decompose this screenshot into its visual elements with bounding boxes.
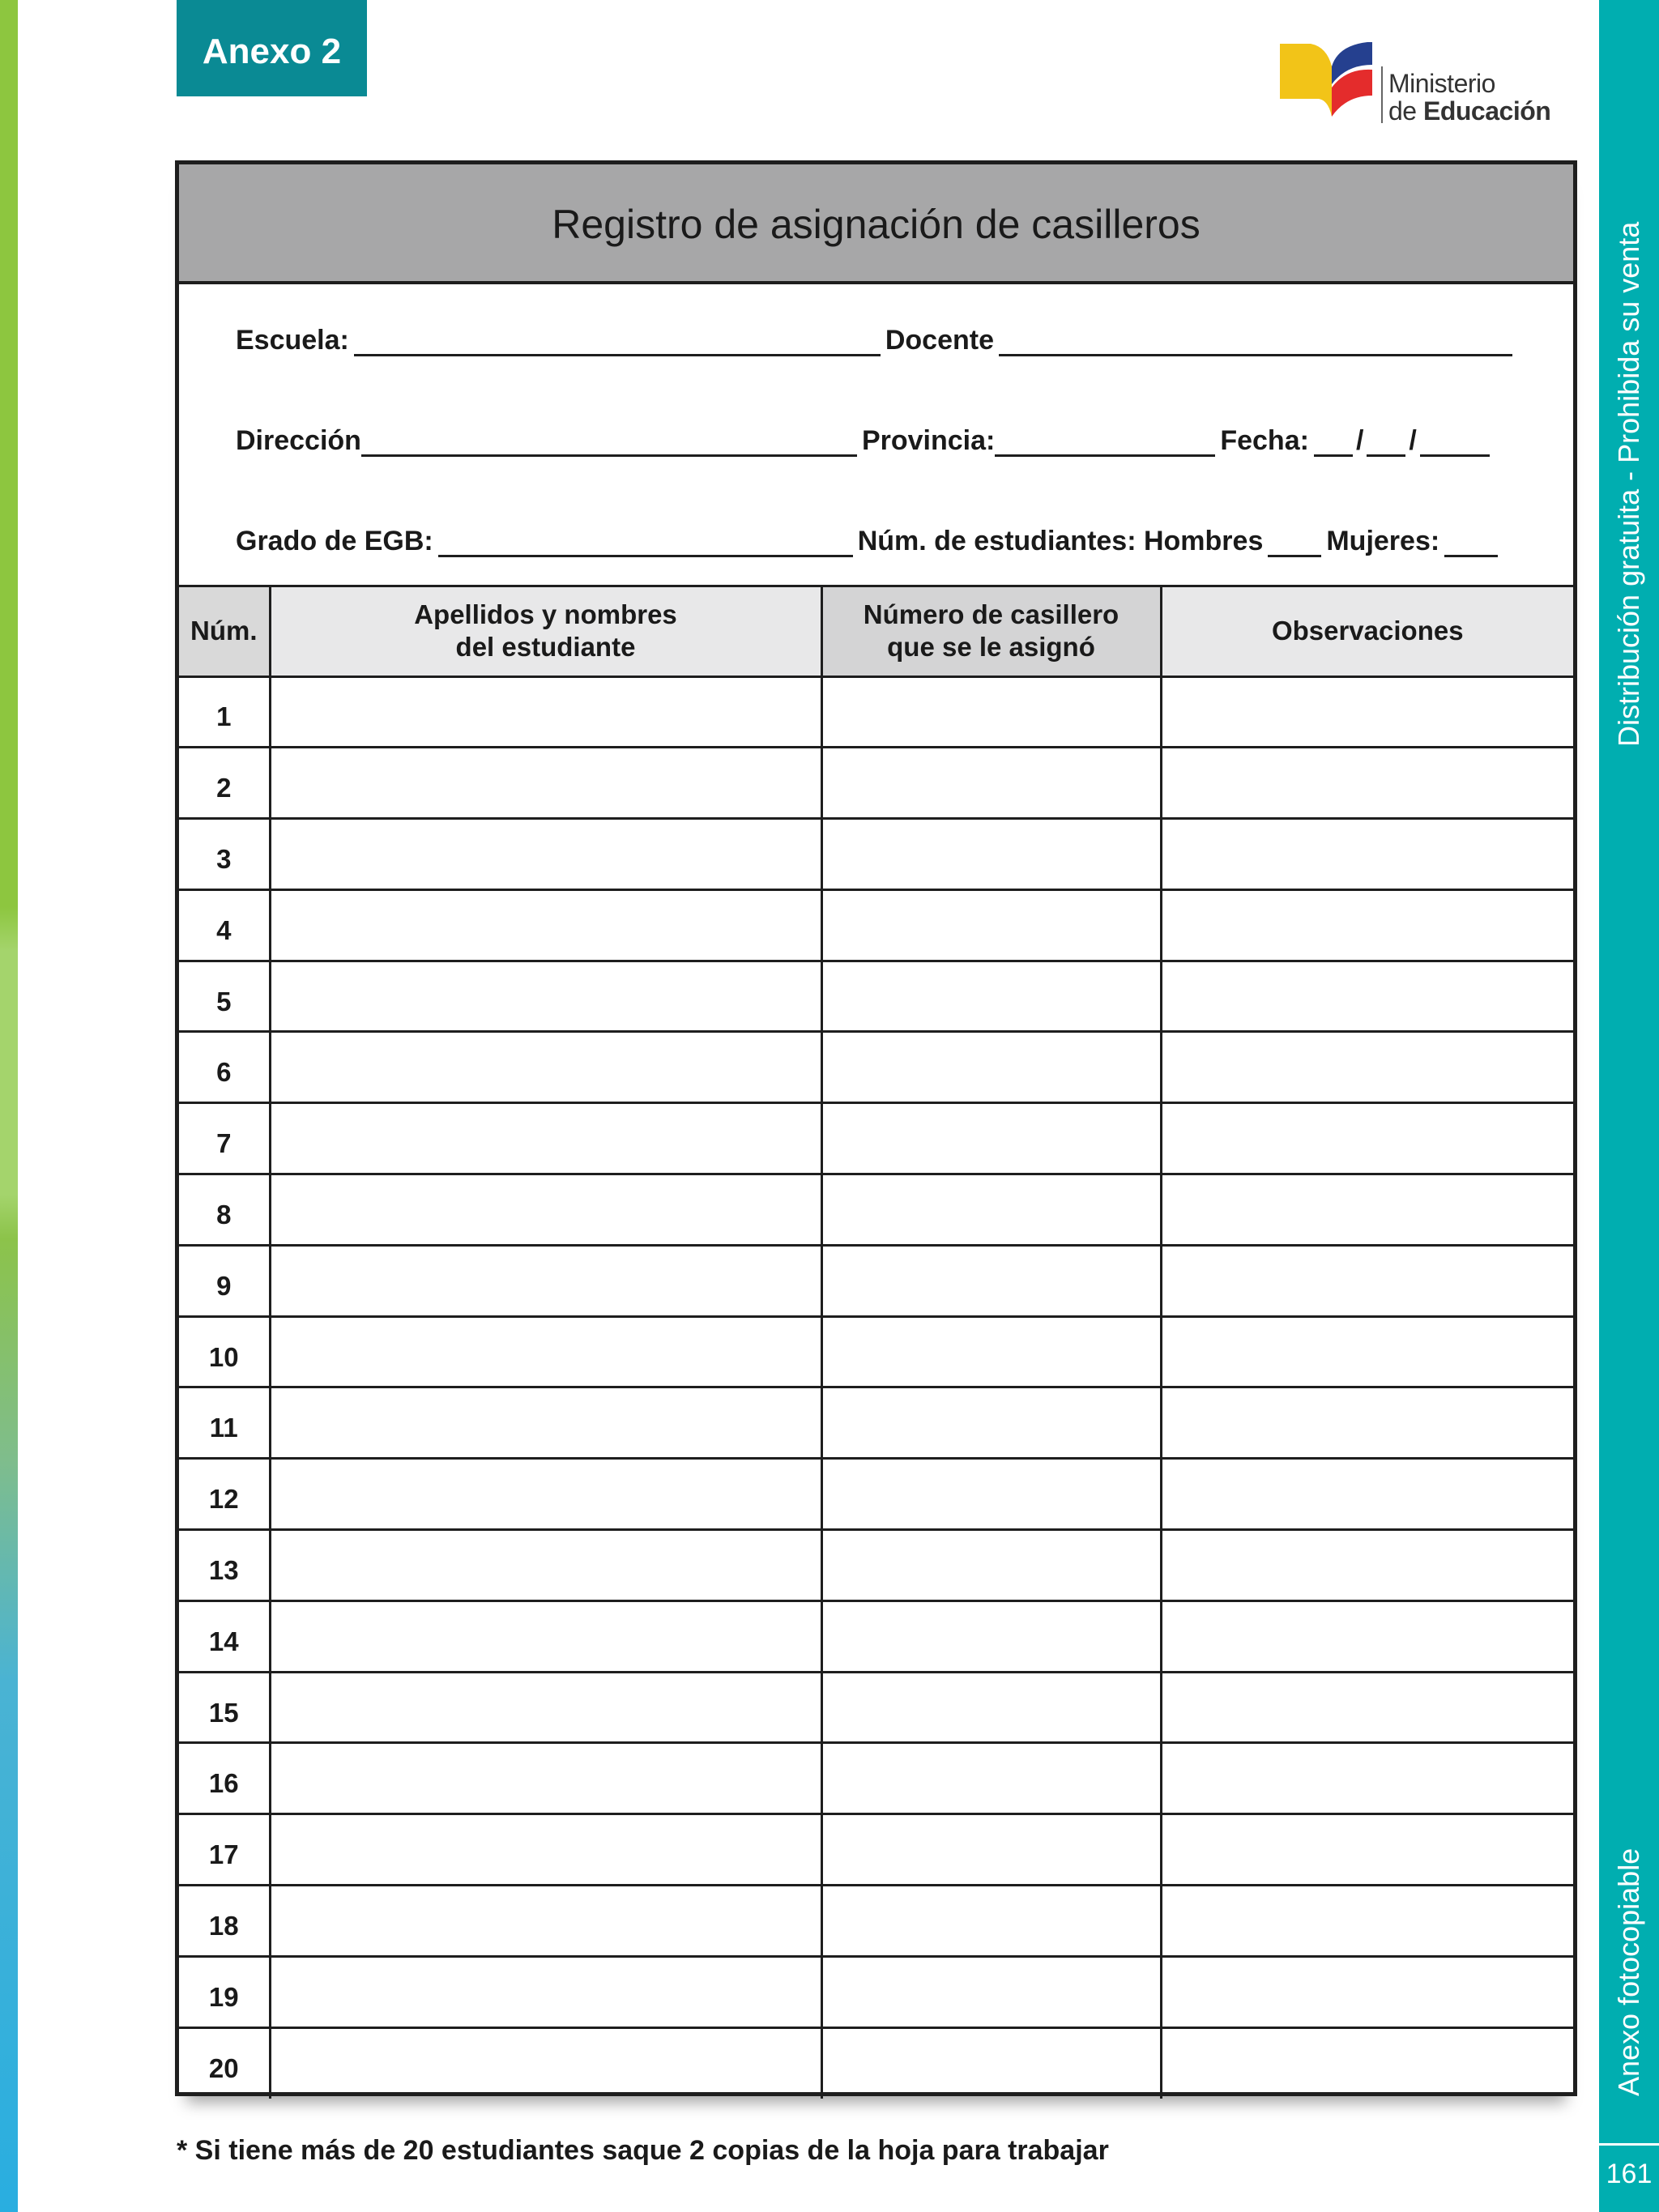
column-header-locker-line2: que se le asignó <box>887 632 1095 663</box>
table-row <box>179 1600 1573 1672</box>
row-number: 15 <box>179 1672 270 1743</box>
student-name-cell[interactable] <box>270 1459 821 1530</box>
table-row <box>179 1743 1573 1814</box>
locker-number-cell[interactable] <box>821 1886 1161 1957</box>
page-number: 161 <box>1599 2143 1659 2202</box>
field-line-1 <box>236 325 1517 356</box>
sidebar-distribution-text: Distribución gratuita - Prohibida su venta <box>1612 221 1645 747</box>
row-number: 3 <box>179 819 270 890</box>
student-name-cell[interactable] <box>270 1032 821 1103</box>
locker-assignment-form <box>175 160 1577 2096</box>
row-number: 17 <box>179 1814 270 1886</box>
observations-cell[interactable] <box>1161 1245 1573 1316</box>
sidebar-annex-text: Anexo fotocopiable <box>1612 1848 1645 2096</box>
footnote: * Si tiene más de 20 estudiantes saque 2 copias de la hoja para trabajar <box>177 2135 1109 2166</box>
table-row <box>179 1956 1573 2027</box>
observations-cell[interactable] <box>1161 1459 1573 1530</box>
table-header-row <box>179 587 1573 676</box>
table-row <box>179 1672 1573 1743</box>
locker-number-cell[interactable] <box>821 1103 1161 1174</box>
escuela-label: Escuela: <box>236 325 349 356</box>
locker-number-cell[interactable] <box>821 1814 1161 1886</box>
left-color-stripe <box>0 0 18 2212</box>
row-number: 16 <box>179 1743 270 1814</box>
locker-number-cell[interactable] <box>821 889 1161 961</box>
student-name-cell[interactable] <box>270 889 821 961</box>
observations-cell[interactable] <box>1161 1956 1573 2027</box>
docente-input[interactable] <box>999 330 1512 356</box>
student-name-cell[interactable] <box>270 1103 821 1174</box>
table-row <box>179 1530 1573 1601</box>
student-name-cell[interactable] <box>270 1316 821 1387</box>
observations-cell[interactable] <box>1161 1316 1573 1387</box>
student-name-cell[interactable] <box>270 676 821 748</box>
student-name-cell[interactable] <box>270 1672 821 1743</box>
table-row <box>179 1814 1573 1886</box>
table-row <box>179 819 1573 890</box>
observations-cell[interactable] <box>1161 1600 1573 1672</box>
hombres-input[interactable] <box>1268 531 1321 557</box>
locker-number-cell[interactable] <box>821 1956 1161 2027</box>
table-row <box>179 889 1573 961</box>
table-row <box>179 1174 1573 1246</box>
grado-input[interactable] <box>438 531 853 557</box>
column-header-name <box>270 587 821 676</box>
observations-cell[interactable] <box>1161 1814 1573 1886</box>
fecha-year-input[interactable] <box>1420 430 1490 457</box>
logo-text <box>1388 70 1550 125</box>
provincia-label: Provincia: <box>861 425 996 456</box>
locker-number-cell[interactable] <box>821 1672 1161 1743</box>
table-row <box>179 1387 1573 1459</box>
grado-label: Grado de EGB: <box>236 526 433 556</box>
row-number: 12 <box>179 1459 270 1530</box>
observations-cell[interactable] <box>1161 889 1573 961</box>
student-name-cell[interactable] <box>270 1600 821 1672</box>
mujeres-label: Mujeres: <box>1326 526 1440 556</box>
row-number: 7 <box>179 1103 270 1174</box>
student-name-cell[interactable] <box>270 1743 821 1814</box>
row-number: 10 <box>179 1316 270 1387</box>
row-number: 18 <box>179 1886 270 1957</box>
row-number: 11 <box>179 1387 270 1459</box>
direccion-label: Dirección <box>236 425 361 456</box>
student-name-cell[interactable] <box>270 961 821 1032</box>
observations-cell[interactable] <box>1161 1672 1573 1743</box>
student-name-cell[interactable] <box>270 1387 821 1459</box>
row-number: 2 <box>179 748 270 819</box>
locker-number-cell[interactable] <box>821 1530 1161 1601</box>
form-title: Registro de asignación de casilleros <box>179 164 1573 284</box>
logo-line-2-prefix: de <box>1388 96 1423 126</box>
observations-cell[interactable] <box>1161 1032 1573 1103</box>
locker-number-cell[interactable] <box>821 2027 1161 2099</box>
field-line-3 <box>236 526 1503 557</box>
docente-label: Docente <box>885 325 994 356</box>
locker-number-cell[interactable] <box>821 961 1161 1032</box>
row-number: 5 <box>179 961 270 1032</box>
observations-cell[interactable] <box>1161 748 1573 819</box>
provincia-input[interactable] <box>995 430 1215 457</box>
row-number: 6 <box>179 1032 270 1103</box>
fecha-day-input[interactable] <box>1314 430 1353 457</box>
column-header-locker <box>821 587 1161 676</box>
locker-number-cell[interactable] <box>821 748 1161 819</box>
locker-number-cell[interactable] <box>821 1245 1161 1316</box>
row-number: 9 <box>179 1245 270 1316</box>
column-header-name-line2: del estudiante <box>455 632 636 663</box>
locker-number-cell[interactable] <box>821 819 1161 890</box>
logo-line-1: Ministerio <box>1388 69 1495 98</box>
row-number: 19 <box>179 1956 270 2027</box>
locker-number-cell[interactable] <box>821 1387 1161 1459</box>
observations-cell[interactable] <box>1161 1387 1573 1459</box>
table-row <box>179 1459 1573 1530</box>
column-header-name-line1: Apellidos y nombres <box>414 599 677 630</box>
annex-tab: Anexo 2 <box>177 0 367 96</box>
table-row <box>179 1316 1573 1387</box>
table-row <box>179 676 1573 748</box>
table-row <box>179 1032 1573 1103</box>
observations-cell[interactable] <box>1161 676 1573 748</box>
fecha-label: Fecha: <box>1220 425 1309 456</box>
logo-divider <box>1381 66 1383 123</box>
direccion-input[interactable] <box>361 430 857 457</box>
form-fields <box>179 284 1573 587</box>
column-header-observations: Observaciones <box>1161 587 1573 676</box>
row-number: 13 <box>179 1530 270 1601</box>
logo-line-2 <box>1388 97 1550 125</box>
table-row <box>179 1103 1573 1174</box>
observations-cell[interactable] <box>1161 2027 1573 2099</box>
student-name-cell[interactable] <box>270 1956 821 2027</box>
logo-line-2-bold: Educación <box>1422 96 1551 126</box>
student-name-cell[interactable] <box>270 748 821 819</box>
student-name-cell[interactable] <box>270 1245 821 1316</box>
observations-cell[interactable] <box>1161 1743 1573 1814</box>
locker-number-cell[interactable] <box>821 1743 1161 1814</box>
table-row <box>179 1245 1573 1316</box>
row-number: 8 <box>179 1174 270 1246</box>
fecha-month-input[interactable] <box>1367 430 1405 457</box>
observations-cell[interactable] <box>1161 1886 1573 1957</box>
row-number: 14 <box>179 1600 270 1672</box>
table-row <box>179 961 1573 1032</box>
row-number: 20 <box>179 2027 270 2099</box>
student-name-cell[interactable] <box>270 1530 821 1601</box>
mujeres-input[interactable] <box>1444 531 1498 557</box>
locker-number-cell[interactable] <box>821 1174 1161 1246</box>
table-row <box>179 2027 1573 2099</box>
field-line-2: Dirección Provincia: Fecha: / / <box>236 425 1495 457</box>
observations-cell[interactable] <box>1161 961 1573 1032</box>
table-row <box>179 748 1573 819</box>
student-name-cell[interactable] <box>270 1886 821 1957</box>
student-name-cell[interactable] <box>270 819 821 890</box>
student-name-cell[interactable] <box>270 1814 821 1886</box>
observations-cell[interactable] <box>1161 1103 1573 1174</box>
observations-cell[interactable] <box>1161 1530 1573 1601</box>
observations-cell[interactable] <box>1161 1174 1573 1246</box>
column-header-locker-line1: Número de casillero <box>863 599 1120 630</box>
table-row <box>179 1886 1573 1957</box>
column-header-num: Núm. <box>179 587 270 676</box>
row-number: 4 <box>179 889 270 961</box>
locker-number-cell[interactable] <box>821 1316 1161 1387</box>
student-name-cell[interactable] <box>270 1174 821 1246</box>
escuela-input[interactable] <box>354 330 881 356</box>
student-table <box>179 587 1573 2099</box>
student-name-cell[interactable] <box>270 2027 821 2099</box>
row-number: 1 <box>179 676 270 748</box>
locker-number-cell[interactable] <box>821 1032 1161 1103</box>
num-estudiantes-label: Núm. de estudiantes: Hombres <box>857 526 1264 556</box>
locker-number-cell[interactable] <box>821 1600 1161 1672</box>
locker-number-cell[interactable] <box>821 1459 1161 1530</box>
observations-cell[interactable] <box>1161 819 1573 890</box>
locker-number-cell[interactable] <box>821 676 1161 748</box>
